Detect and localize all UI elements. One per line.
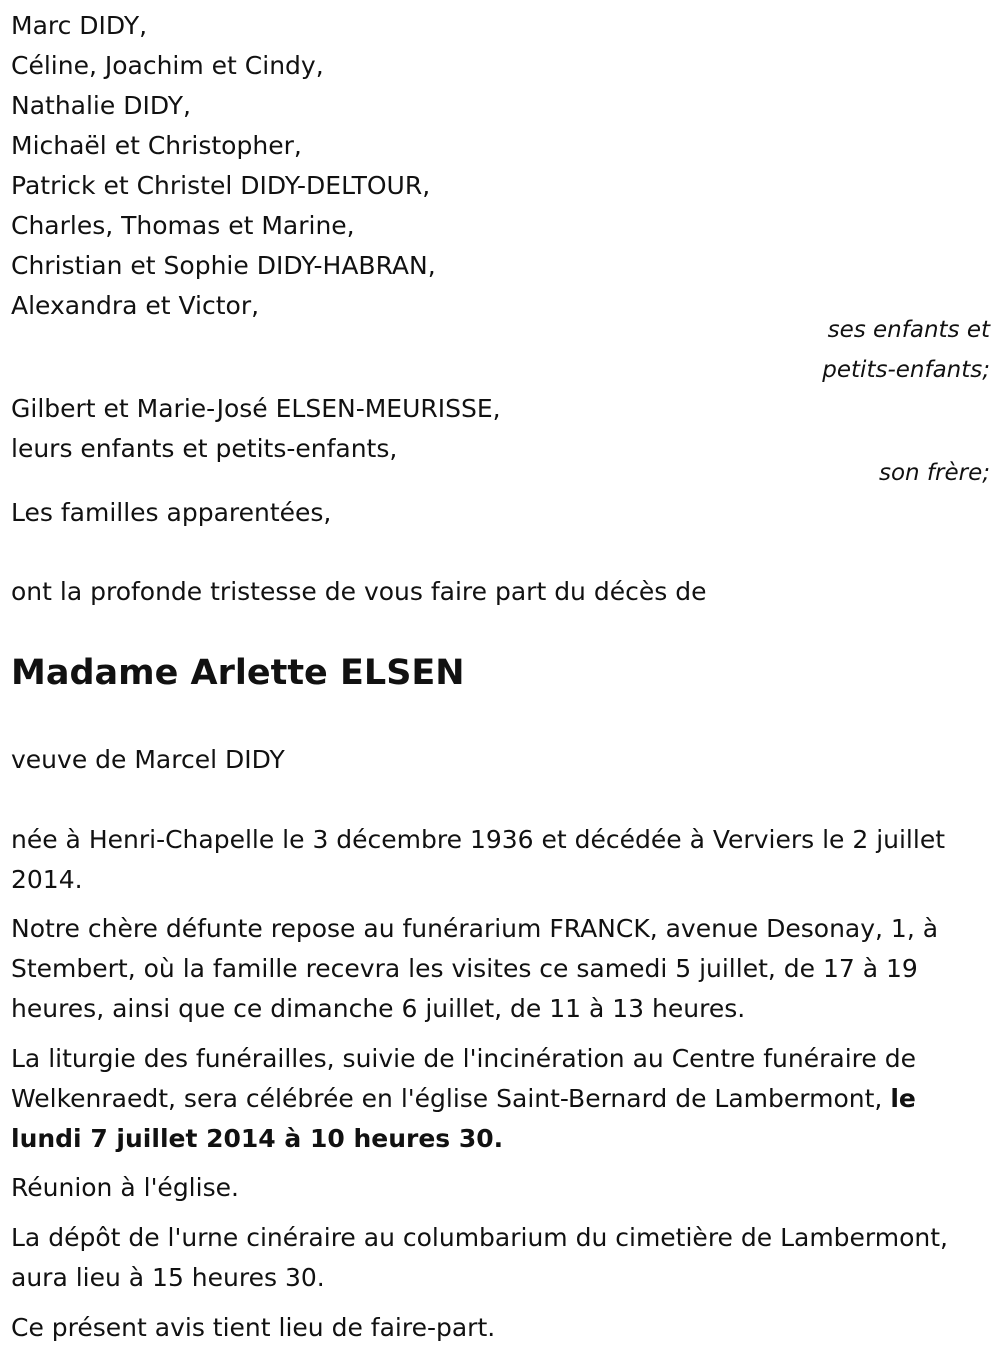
funeral-text (11, 1039, 990, 1159)
family-member-line: leurs enfants et petits-enfants, (11, 434, 398, 463)
meeting-text: Réunion à l'église. (11, 1173, 239, 1202)
family-member-line: Gilbert et Marie-José ELSEN-MEURISSE, (11, 394, 501, 423)
visitation-text: Notre chère défunte repose au funérarium FRANCK, avenue Desonay, 1, à Stembert, où la famille recevra les visites ce samedi 5 juillet, de 17 à 19 heures, ainsi que ce dimanche 6 juillet, de 11 à 13 heures. (11, 914, 939, 1023)
family-member-line: Charles, Thomas et Marine, (11, 211, 355, 240)
family-member-line: Marc DIDY, (11, 11, 148, 40)
family-member-line: Patrick et Christel DIDY-DELTOUR, (11, 171, 431, 200)
family-member-line: Nathalie DIDY, (11, 91, 191, 120)
funeral-date: le lundi 7 juillet 2014 à 10 heures 30. (11, 1084, 916, 1153)
widow-of-text: veuve de Marcel DIDY (11, 745, 285, 774)
family-member-line: Michaël et Christopher, (11, 131, 302, 160)
family-member-line: Christian et Sophie DIDY-HABRAN, (11, 251, 436, 280)
funeral-description: La liturgie des funérailles, suivie de l'incinération au Centre funéraire de Welkenraedt, sera célébrée en l'église Saint-Bernard de Lambermont, (11, 1044, 916, 1113)
deceased-name: Madame Arlette ELSEN (11, 653, 465, 693)
relation-brother-label: son frère; (878, 460, 990, 486)
birth-death-text: née à Henri-Chapelle le 3 décembre 1936 et décédée à Verviers le 2 juillet 2014. (11, 825, 946, 894)
relation-children-label: ses enfants et (827, 317, 990, 343)
urn-deposit-text: La dépôt de l'urne cinéraire au columbarium du cimetière de Lambermont, aura lieu à 15 heures 30. (11, 1223, 948, 1292)
announcement-text: ont la profonde tristesse de vous faire part du décès de (11, 577, 707, 606)
relatives-line: Les familles apparentées, (11, 498, 332, 527)
family-member-line: Céline, Joachim et Cindy, (11, 51, 324, 80)
closing-text: Ce présent avis tient lieu de faire-part. (11, 1313, 496, 1342)
relation-children-label: petits-enfants; (822, 357, 990, 383)
family-member-line: Alexandra et Victor, (11, 291, 260, 320)
